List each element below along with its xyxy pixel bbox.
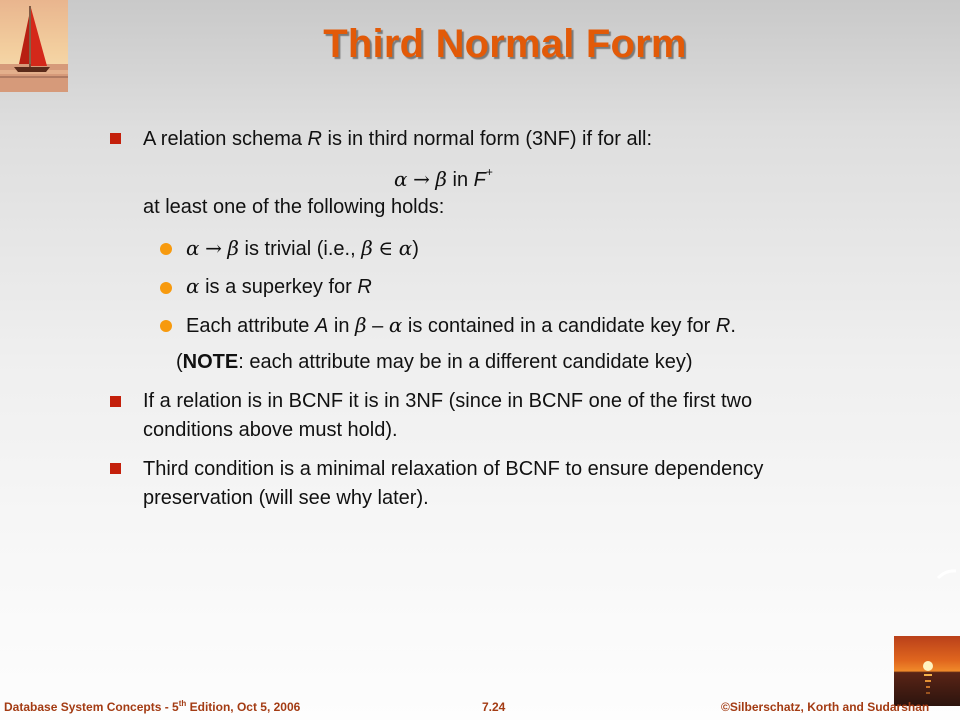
bullet-3-line-2: preservation (will see why later). bbox=[143, 487, 429, 509]
bullet-2-line-2: conditions above must hold). bbox=[143, 419, 398, 441]
sub-bullet-superkey: α is a superkey for R bbox=[186, 274, 372, 298]
bullet-square bbox=[110, 463, 121, 474]
bullet-2-line-1: If a relation is in BCNF it is in 3NF (since in BCNF one of the first two bbox=[143, 390, 753, 412]
holds-text: at least one of the following holds: bbox=[143, 196, 445, 218]
bullet-square bbox=[110, 396, 121, 407]
sunset-logo bbox=[894, 636, 960, 706]
note-text: (NOTE: each attribute may be in a different candidate key) bbox=[176, 351, 693, 373]
bullet-square bbox=[110, 133, 121, 144]
sub-bullet-trivial: α → β is trivial (i.e., β ∈ α) bbox=[186, 236, 419, 260]
bullet-1-text: A relation schema R is in third normal form (3NF) if for all: bbox=[143, 128, 653, 150]
decorative-swoosh bbox=[936, 568, 956, 584]
slide-title: Third Normal Form bbox=[323, 22, 687, 66]
bullet-3-line-1: Third condition is a minimal relaxation of BCNF to ensure dependency bbox=[143, 458, 764, 480]
bullet-dot bbox=[160, 320, 172, 332]
footer-copyright: ©Silberschatz, Korth and Sudarshan bbox=[721, 700, 930, 714]
footer-course: Database System Concepts - 5th Edition, Oct 5, 2006 bbox=[4, 699, 301, 714]
bullet-dot bbox=[160, 282, 172, 294]
sub-bullet-candidate-key: Each attribute A in β – α is contained in a candidate key for R. bbox=[186, 313, 736, 337]
footer-page-number: 7.24 bbox=[482, 700, 506, 714]
fd-condition: α → β in F+ bbox=[394, 165, 493, 191]
bullet-dot bbox=[160, 243, 172, 255]
